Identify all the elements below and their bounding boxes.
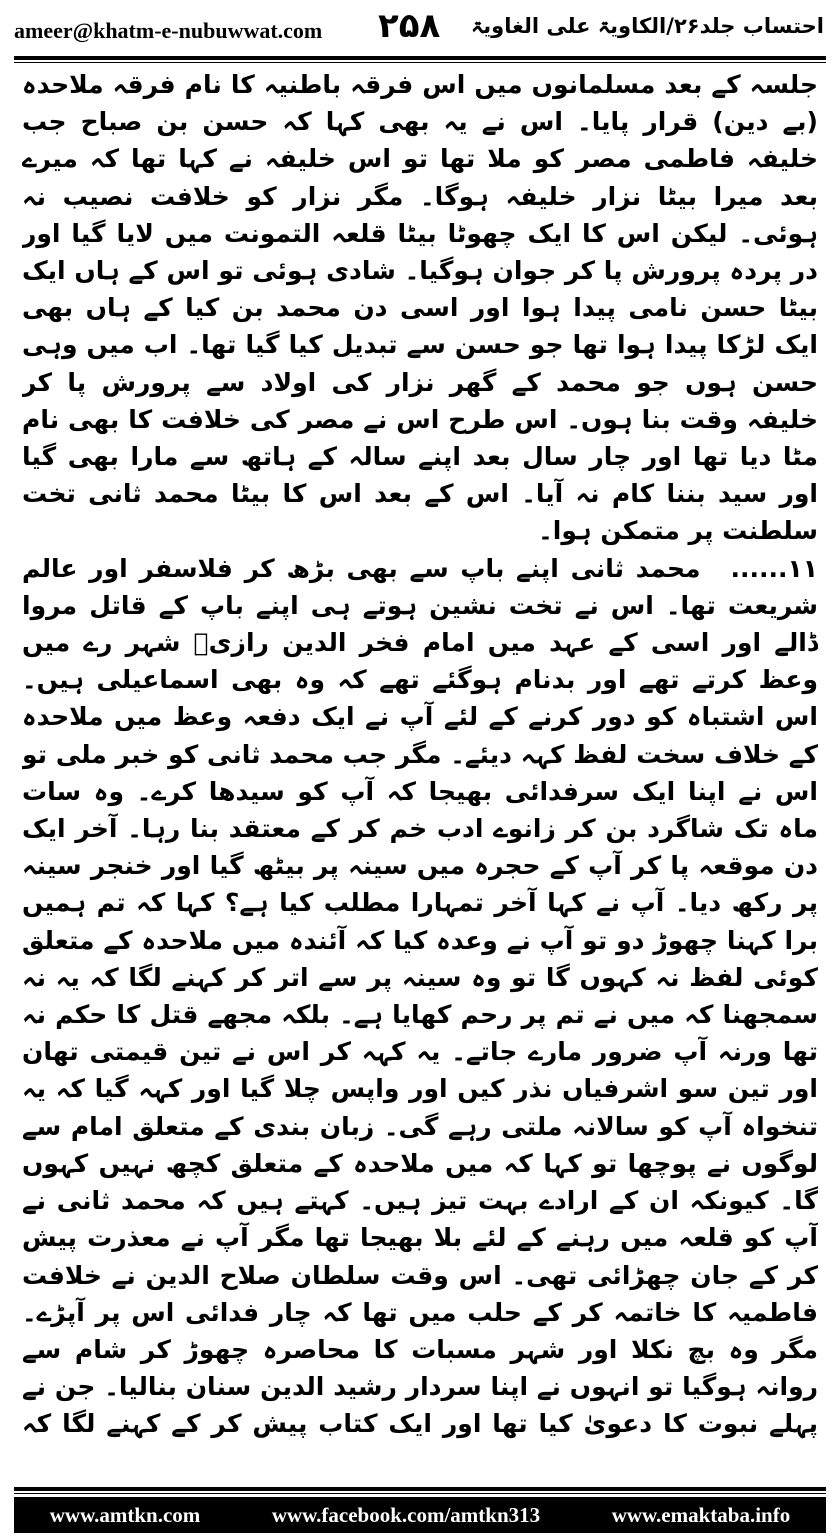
page-body — [22, 66, 818, 1446]
running-title: احتساب جلد۲۶/الکاویۃ علی الغاویۃ — [470, 14, 824, 38]
footer-link-emaktaba[interactable]: www.emaktaba.info — [611, 1502, 791, 1527]
footer-link-facebook[interactable]: www.facebook.com/amtkn313 — [271, 1502, 541, 1527]
header-rule-thin — [14, 62, 826, 63]
paragraph-2 — [22, 550, 818, 1446]
paragraph-2-text: محمد ثانی اپنے باپ سے بھی بڑھ کر فلاسفر اور عالم شریعت تھا۔ اس نے تخت نشین ہوتے ہی اپنے باپ کے قاتل مروا ڈالے اور اسی کے عہد میں امام فخر الدین رازیؒ شہر رے میں وعظ کرتے تھے اور بدنام ہوگئے تھے کہ وہ بھی اسماعیلی ہیں۔ اس اشتباہ کو دور کرنے کے لئے آپ نے ایک دفعہ وعظ میں ملاحدہ کے خلاف سخت لفظ کہہ دیئے۔ مگر جب محمد ثانی کو خبر ملی تو اس نے اپنا ایک سرفدائی بھیجا کہ آپ کو سیدھا کرے۔ وہ سات ماہ تک شاگرد بن کر زانوے ادب خم کر کے معتقد بنا رہا۔ آخر ایک دن موقعہ پا کر آپ کے حجرہ میں سینہ پر بیٹھ گیا اور خنجر سینہ پر رکھ دیا۔ آپ نے کہا آخر تمہارا مطلب کیا ہے؟ کہا کہ تم ہمیں برا کہنا چھوڑ دو تو آپ نے وعدہ کیا کہ آئندہ میں ملاحدہ کے متعلق کوئی لفظ نہ کہوں گا تو وہ سینہ پر سے اتر کر کہنے لگا کہ یہ نہ سمجھنا کہ میں نے تم پر رحم کھایا ہے۔ بلکہ مجھے قتل کا حکم نہ تھا ورنہ آپ ضرور مارے جاتے۔ یہ کہہ کر اس نے تین قیمتی تھان اور تین سو اشرفیاں نذر کیں اور واپس چلا گیا اور کہہ گیا کہ یہ تنخواہ آپ کو سالانہ ملتی رہے گی۔ زبان بندی کے متعلق امام سے لوگوں نے پوچھا تو کہا کہ میں ملاحدہ کے متعلق کچھ نہیں کہوں گا۔ کیونکہ ان کے ارادے بہت تیز ہیں۔ کہتے ہیں کہ محمد ثانی نے آپ کو قلعہ میں رہنے کے لئے بلا بھیجا تھا مگر آپ نے معذرت پیش کر کے جان چھڑائی تھی۔ اس وقت سلطان صلاح الدین نے خلافت فاطمیہ کا خاتمہ کر کے حلب میں تھا کہ چار فدائی اس پر آپڑے۔ مگر وہ بچ نکلا اور شہر مسبات کا محاصرہ چھوڑ کر شام سے روانہ ہوگیا تو انہوں نے اپنا سردار رشید الدین سنان بنالیا۔ جن نے پہلے نبوت کا دعویٰ کیا تھا اور ایک کتاب پیش کر کے کہنے لگا کہ — [22, 553, 818, 1439]
footer-bar — [14, 1497, 826, 1533]
header-email: ameer@khatm-e-nubuwwat.com — [14, 18, 323, 43]
page-header — [0, 0, 840, 60]
footer-rule — [14, 1487, 826, 1491]
header-rule — [14, 56, 826, 60]
paragraph-number: ۱۱...... — [730, 553, 818, 583]
page-number: ۲۵۸ — [378, 6, 441, 46]
footer-rule-thin — [14, 1493, 826, 1494]
paragraph-1: جلسہ کے بعد مسلمانوں میں اس فرقہ باطنیہ کا نام فرقہ ملاحدہ (بے دین) قرار پایا۔ اس نے یہ بھی کہا کہ حسن بن صباح جب خلیفہ فاطمی مصر کو ملا تھا تو اس خلیفہ نے کہا تھا کہ میرے بعد میرا بیٹا نزار خلیفہ ہوگا۔ مگر نزار کو خلافت نصیب نہ ہوئی۔ لیکن اس کا ایک چھوٹا بیٹا قلعہ التمونت میں لایا گیا اور در پردہ پرورش پا کر جوان ہوگیا۔ شادی ہوئی تو اس کے ہاں ایک بیٹا حسن نامی پیدا ہوا اور اسی دن محمد بن کیا کے ہاں بھی ایک لڑکا پیدا ہوا تھا جو حسن سے تبدیل کیا گیا تھا۔ اب میں وہی حسن ہوں جو محمد کے گھر نزار کی اولاد سے پرورش پا کر خلیفہ وقت بنا ہوں۔ اس طرح اس نے مصر کی خلافت کا بھی نام مٹا دیا تھا اور چار سال بعد اپنے سالہ کے ہاتھ سے مارا بھی گیا اور سید بننا کام نہ آیا۔ اس کے بعد اس کا بیٹا محمد ثانی تخت سلطنت پر متمکن ہوا۔ — [22, 70, 818, 546]
footer-link-amtkn[interactable]: www.amtkn.com — [49, 1502, 201, 1527]
